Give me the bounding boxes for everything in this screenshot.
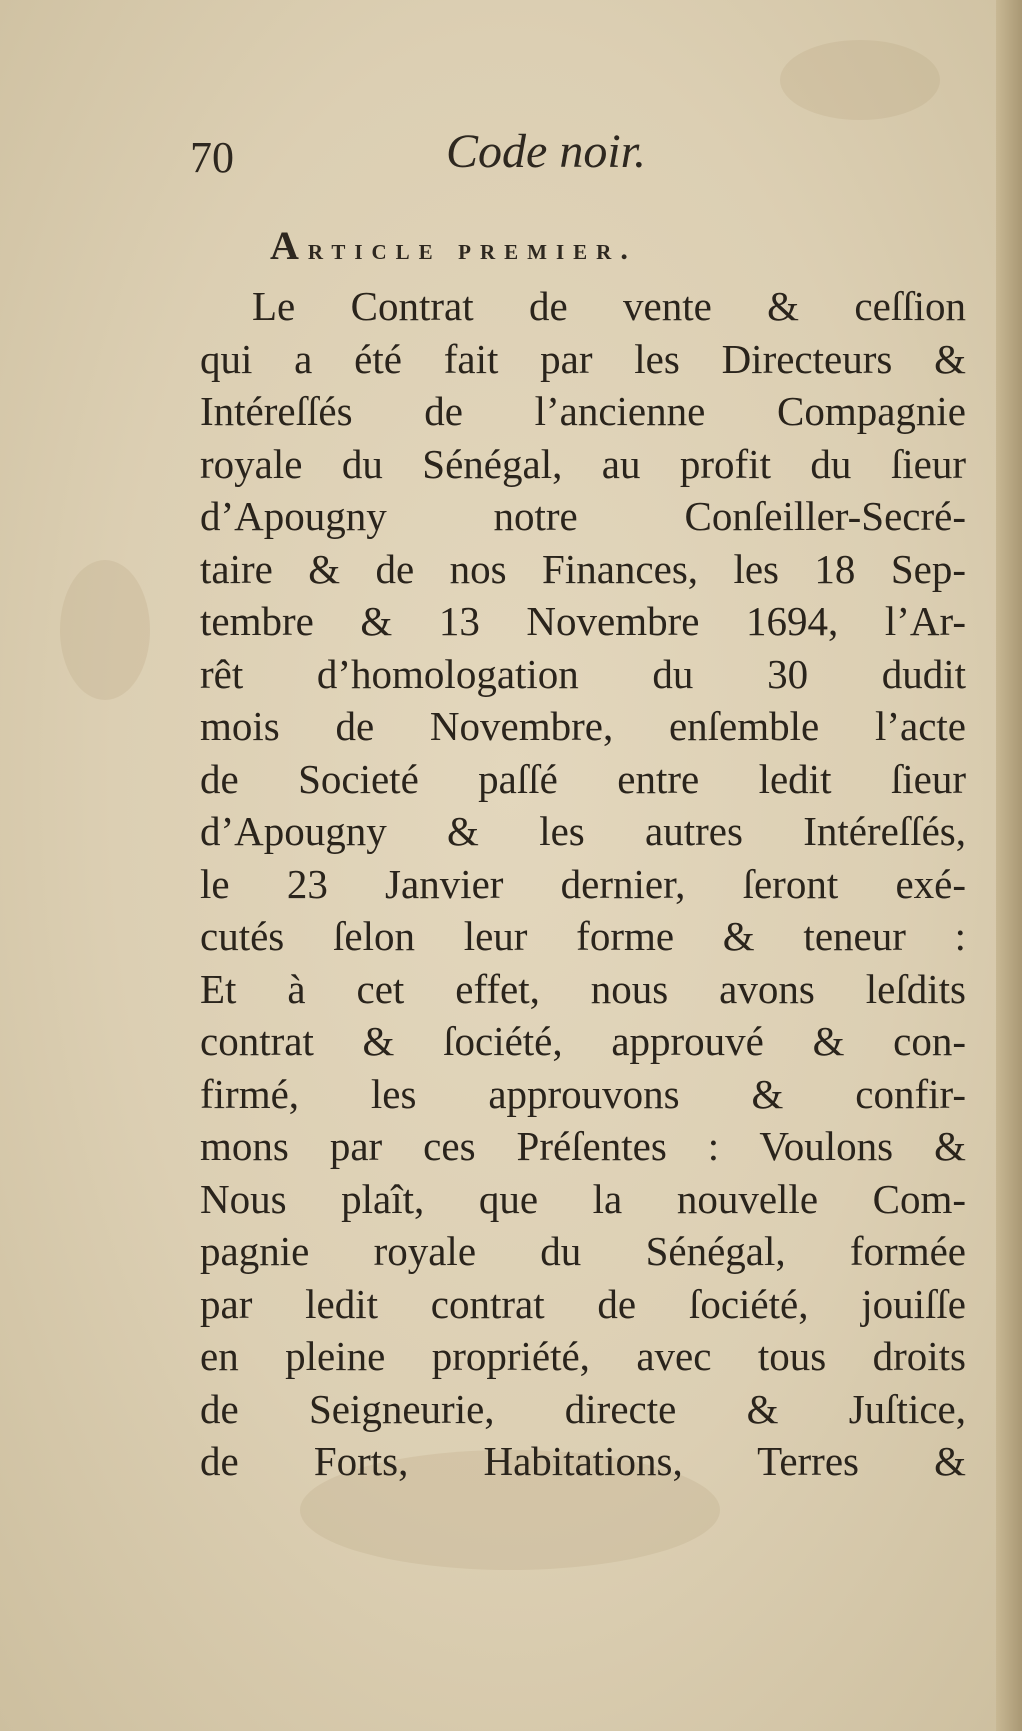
text-line: qui a été fait par les Directeurs &	[200, 335, 966, 382]
text-line: de Societé paſſé entre ledit ſieur	[200, 755, 966, 802]
text-line: le 23 Janvier dernier, ſeront exé-	[200, 860, 966, 907]
text-line: de Forts, Habitations, Terres &	[200, 1438, 966, 1484]
text-line: mois de Novembre, enſemble l’acte	[200, 703, 966, 749]
article-heading-rest: rticle premier.	[307, 233, 637, 266]
body-text	[200, 280, 966, 1488]
article-heading-initial: A	[270, 223, 308, 268]
text-line: rêt d’homologation du 30 dudit	[200, 650, 966, 697]
page-edge-shadow	[996, 0, 1022, 1731]
text-line: firmé, les approuvons & confir-	[200, 1070, 966, 1117]
article-heading	[270, 222, 870, 269]
text-line: contrat & ſociété, approuvé & con-	[200, 1018, 966, 1064]
text-line: tembre & 13 Novembre 1694, l’Ar-	[200, 598, 966, 644]
page-header	[190, 124, 970, 194]
page-number: 70	[190, 133, 234, 182]
text-line: Nous plaît, que la nouvelle Com-	[200, 1175, 966, 1222]
text-line: en pleine propriété, avec tous droits	[200, 1333, 966, 1379]
text-line: taire & de nos Finances, les 18 Sep-	[200, 545, 966, 592]
running-title: Code noir.	[446, 125, 647, 178]
text-line: Et à cet effet, nous avons leſdits	[200, 965, 966, 1012]
text-line: Intéreſſés de l’ancienne Compagnie	[200, 388, 966, 434]
text-line: Le Contrat de vente & ceſſion	[252, 283, 966, 329]
text-line: royale du Sénégal, au profit du ſieur	[200, 440, 966, 487]
text-line: cutés ſelon leur forme & teneur :	[200, 913, 966, 959]
text-line: d’Apougny notre Conſeiller-Secré-	[200, 493, 966, 539]
paper-stain	[60, 560, 150, 700]
text-line: par ledit contrat de ſociété, jouiſſe	[200, 1280, 966, 1327]
text-line: mons par ces Préſentes : Voulons &	[200, 1123, 966, 1169]
paper-stain	[780, 40, 940, 120]
text-line: pagnie royale du Sénégal, formée	[200, 1228, 966, 1274]
text-line: de Seigneurie, directe & Juſtice,	[200, 1385, 966, 1432]
text-line: d’Apougny & les autres Intéreſſés,	[200, 808, 966, 854]
